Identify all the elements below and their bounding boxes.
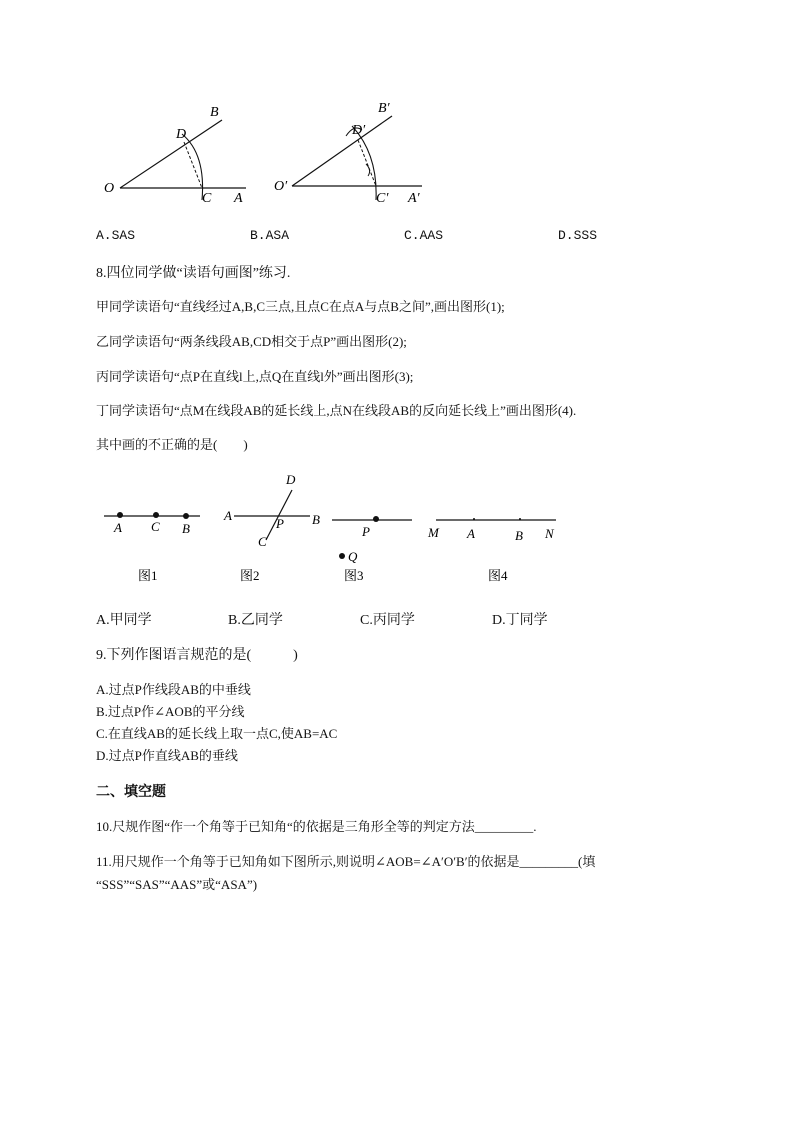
label-O-prime: O′ (274, 179, 288, 194)
fig1-label-B: B (182, 521, 190, 536)
q9-option-b[interactable]: B.过点P作∠AOB的平分线 (96, 704, 245, 719)
q9-option-d[interactable]: D.过点P作直线AB的垂线 (96, 748, 238, 763)
fig4-label-A: A (467, 526, 475, 541)
label-C-prime: C′ (376, 191, 389, 206)
fig1-label-A: A (114, 520, 122, 535)
fig1-caption: 图1 (138, 568, 158, 583)
label-D: D (176, 127, 187, 142)
fig3-label-P: P (362, 524, 370, 539)
q8-stem: 8.四位同学做“读语句画图”练习. (96, 266, 291, 281)
q8-line-yi: 乙同学读语句“两条线段AB,CD相交于点P”画出图形(2); (96, 334, 407, 349)
q8-option-c[interactable]: C.丙同学 (360, 613, 415, 628)
fig2-label-B: B (312, 512, 320, 527)
angle-construction-figure (96, 96, 436, 212)
fig2-label-A: A (224, 508, 232, 523)
q11-line-2: “SSS”“SAS”“AAS”或“ASA”) (96, 877, 258, 892)
fig2-label-P: P (276, 516, 284, 531)
q9-option-a[interactable]: A.过点P作线段AB的中垂线 (96, 682, 251, 697)
q8-line-bing: 丙同学读语句“点P在直线l上,点Q在直线l外”画出图形(3); (96, 369, 414, 384)
fig2-label-D: D (286, 472, 296, 487)
fig4-label-N: N (545, 526, 554, 541)
q8-line-jia: 甲同学读语句“直线经过A,B,C三点,且点C在点A与点B之间”,画出图形(1); (96, 299, 505, 314)
label-B: B (210, 105, 219, 120)
fig2-label-C: C (258, 534, 267, 549)
q9-option-c[interactable]: C.在直线AB的延长线上取一点C,使AB=AC (96, 726, 338, 741)
q7-option-b[interactable]: B.ASA (250, 228, 290, 243)
q8-question: 其中画的不正确的是( ) (96, 437, 248, 452)
fig4-label-B: B (515, 528, 523, 543)
q11-line-1: 11.用尺规作一个角等于已知角如下图所示,则说明∠AOB=∠A′O′B′的依据是_________(填 (96, 854, 596, 869)
q8-option-b[interactable]: B.乙同学 (228, 613, 283, 628)
q9-stem: 9.下列作图语言规范的是( ) (96, 648, 298, 663)
q10-text: 10.尺规作图“作一个角等于已知角“的依据是三角形全等的判定方法_________. (96, 819, 537, 834)
figure-2 (223, 472, 320, 583)
figure-3 (332, 516, 412, 583)
figure-1 (104, 512, 200, 583)
q7-option-a[interactable]: A.SAS (96, 228, 136, 243)
q8-option-a[interactable]: A.甲同学 (96, 613, 152, 628)
label-C: C (202, 191, 212, 206)
figure-4 (427, 518, 556, 583)
label-O: O (104, 181, 115, 196)
q8-figures (96, 468, 566, 586)
fig2-caption: 图2 (240, 568, 260, 583)
label-D-prime: D′ (352, 123, 366, 138)
fig3-label-Q: Q (348, 549, 358, 564)
label-B-prime: B′ (378, 101, 390, 116)
q7-option-d[interactable]: D.SSS (558, 228, 598, 243)
section-2-title: 二、填空题 (96, 785, 166, 800)
label-A: A (234, 191, 243, 206)
q8-line-ding: 丁同学读语句“点M在线段AB的延长线上,点N在线段AB的反向延长线上”画出图形(4). (96, 403, 577, 418)
label-A-prime: A′ (408, 191, 420, 206)
fig3-caption: 图3 (344, 568, 364, 583)
fig4-label-M: M (428, 525, 439, 540)
q7-option-c[interactable]: C.AAS (404, 228, 444, 243)
fig4-caption: 图4 (488, 568, 508, 583)
fig1-label-C: C (151, 519, 160, 534)
q8-option-d[interactable]: D.丁同学 (492, 613, 548, 628)
right-angle-figure (274, 101, 422, 206)
left-angle-figure (104, 105, 246, 206)
